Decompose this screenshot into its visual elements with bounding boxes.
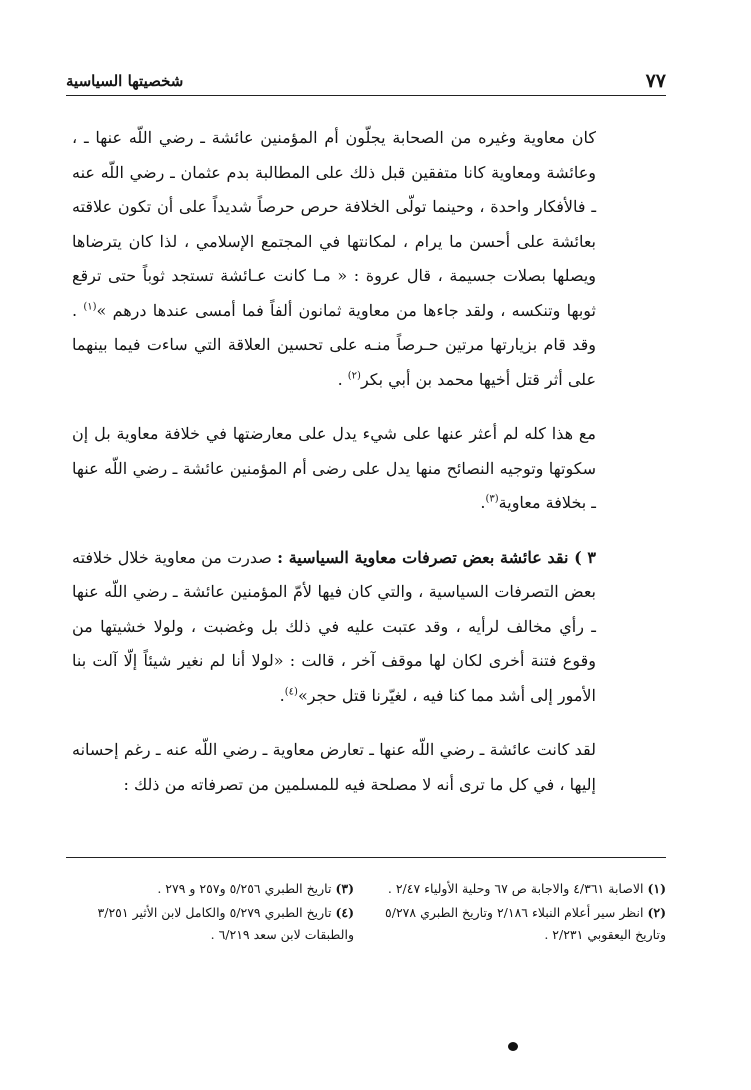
section-heading: ٣ ) نقد عائشة بعض تصرفات معاوية السياسية : xyxy=(277,547,596,567)
paragraph-4 xyxy=(72,733,596,802)
page-header xyxy=(66,70,666,94)
footnotes-right-column xyxy=(378,878,666,948)
footnote-3-mark: (٣) xyxy=(335,881,354,896)
footnote-1-text: الاصابة ٤/٣٦١ والاجابة ص ٦٧ وحلية الأولياء ٢/٤٧ . xyxy=(387,881,648,896)
footnote-2-mark: (٢) xyxy=(647,905,666,920)
footnote-3 xyxy=(66,878,354,900)
footnote-ref-1: (١) xyxy=(83,301,97,313)
footnote-3-text: تاريخ الطبري ٥/٢٥٦ و٢٥٧ و ٢٧٩ . xyxy=(157,881,336,896)
footnote-ref-2: (٢) xyxy=(347,370,361,382)
footnote-4 xyxy=(66,902,354,946)
paragraph-2-end: . xyxy=(480,493,486,512)
footnote-4-mark: (٤) xyxy=(335,905,354,920)
paragraph-1-text: كان معاوية وغيره من الصحابة يجلّون أم المؤمنين عائشة ـ رضي اللّه عنها ـ ، وعائشة ومعاوية كانا متفقين قبل ذلك على المطالبة بدم عثمان ـ رضي اللّه عنه ـ فالأفكار واحدة ، وحينما تولّى الخلافة حرص حرصاً شديداً على أن تكون علاقته بعائشة على أحسن ما يرام ، لمكانتها في المجتمع الإسلامي ، لذا كان يترضاها ويصلها بصلات جسيمة ، قال عروة : « مـا كانت عـائشة تستجد ثوباً حتى ترقع ثوبها وتنكسه ، ولقد جاءها من معاوية ثمانون ألفاً فما أمسى عندها درهم » xyxy=(72,128,597,320)
paragraph-2 xyxy=(72,417,596,521)
paragraph-1-end: . xyxy=(337,369,348,389)
footnote-4-text: تاريخ الطبري ٥/٢٧٩ والكامل لابن الأثير ٣/٢٥١ والطبقات لابن سعد ٦/٢١٩ . xyxy=(97,905,354,942)
footnote-2 xyxy=(378,902,666,946)
ink-mark xyxy=(508,1042,518,1051)
footnote-ref-3: (٣) xyxy=(485,493,499,505)
footnote-divider xyxy=(66,857,666,858)
paragraph-3-text: صدرت من معاوية خلال خلافته بعض التصرفات السياسية ، والتي كان فيها لأمّ المؤمنين عائشة ـ رضي اللّه عنها ـ رأي مخالف لرأيه ، وقد عتبت عليه في ذلك بل وغضبت ، ولولا خشيتها من وقوع فتنة أخرى لكان لها موقف آخر ، قالت : «لولا أنا لم نغير شيئاً إلّا آلت بنا الأمور إلى أشد مما كنا فيه ، لغيّرنا قتل حجر» xyxy=(72,547,596,705)
paragraph-1 xyxy=(72,121,596,397)
footnotes-left-column xyxy=(66,878,354,948)
footnote-1-mark: (١) xyxy=(647,881,666,896)
paragraph-4-text: لقد كانت عائشة ـ رضي اللّه عنها ـ تعارض معاوية ـ رضي اللّه عنه ـ رغم إحسانه إليها ، في كل ما ترى أنه لا مصلحة فيه للمسلمين من تصرفاته من ذلك : xyxy=(72,740,596,794)
paragraph-2-text: مع هذا كله لم أعثر عنها على شيء يدل على معارضتها في خلافة معاوية بل إن سكوتها وتوجيه النصائح منها يدل على رضى أم المؤمنين عائشة ـ رضي اللّه عنها ـ بخلافة معاوية xyxy=(72,424,596,512)
paragraph-1-continuation: . وقد قام بزيارتها مرتين حـرصاً منـه على تحسين العلاقة التي ساءت فيما بينهما على أثر قتل أخيها محمد بن أبي بكر xyxy=(72,300,596,389)
main-text xyxy=(72,121,596,802)
footnote-1 xyxy=(378,878,666,900)
header-divider xyxy=(66,95,666,96)
footnote-2-text: انظر سير أعلام النبلاء ٢/١٨٦ وتاريخ الطبري ٥/٢٧٨ وتاريخ اليعقوبي ٢/٢٣١ . xyxy=(385,905,666,942)
footnote-ref-4: (٤) xyxy=(284,686,298,698)
paragraph-3-end: . xyxy=(279,685,285,705)
running-title: شخصيتها السياسية xyxy=(66,72,184,90)
paragraph-3 xyxy=(72,541,596,714)
page-number: ٧٧ xyxy=(645,70,666,92)
